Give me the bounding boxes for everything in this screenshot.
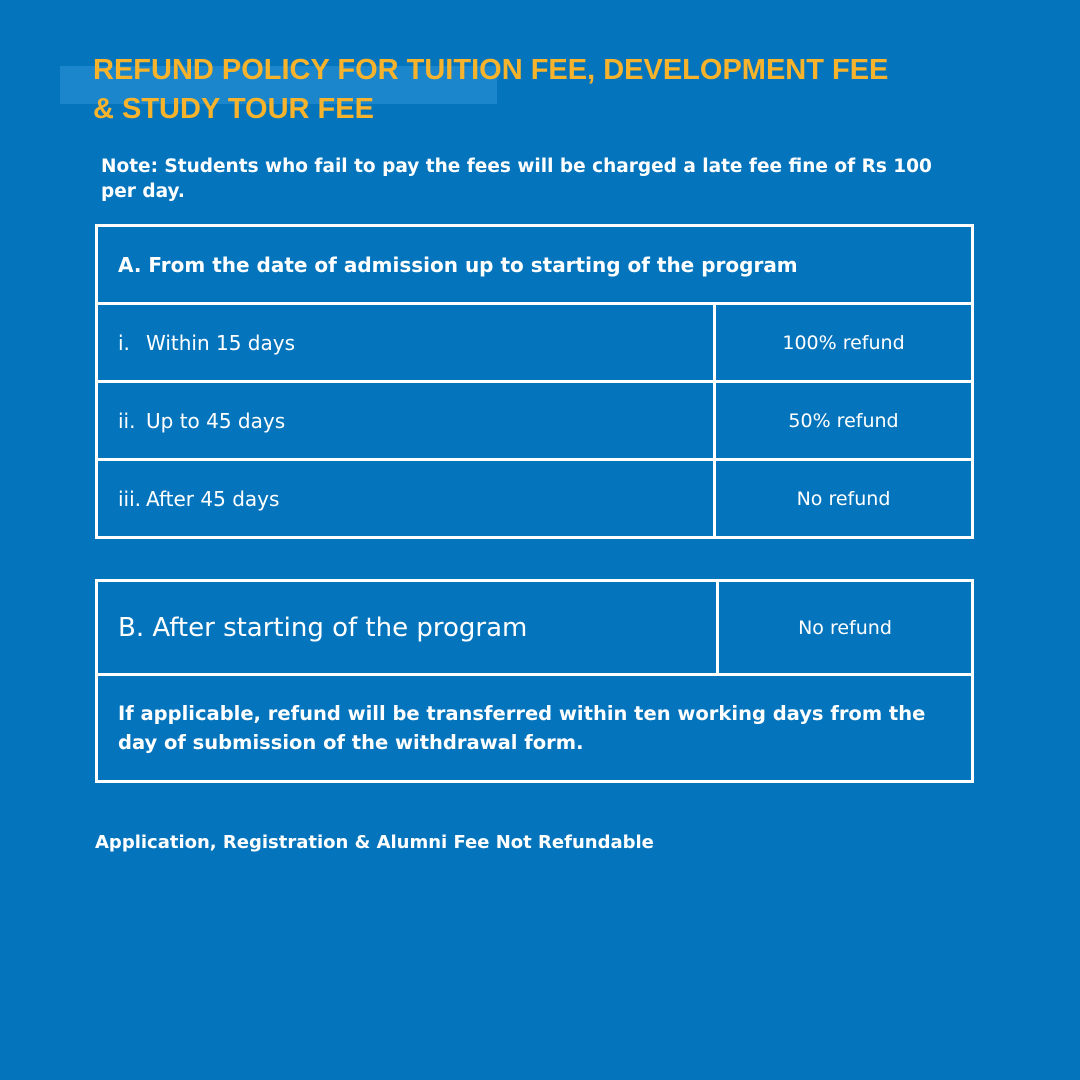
- row-number: ii.: [118, 408, 136, 433]
- section-b-note-row: [98, 673, 971, 780]
- refund-transfer-note: If applicable, refund will be transferred within ten working days from the day of submission of the withdrawal form.: [118, 702, 926, 754]
- section-a-header-row: [98, 227, 971, 302]
- row-number: i.: [118, 330, 130, 355]
- refund-cell: No refund: [716, 582, 971, 673]
- section-b-header-row: [98, 582, 971, 673]
- section-a-table: [95, 224, 974, 539]
- section-b-heading: B. After starting of the program: [118, 612, 528, 643]
- row-number: iii.: [118, 486, 142, 511]
- refund-cell: No refund: [713, 461, 971, 536]
- section-b-table: [95, 579, 974, 783]
- late-fee-note: Note: Students who fail to pay the fees will be charged a late fee fine of Rs 100 per day.: [101, 156, 932, 202]
- table-row: [98, 380, 971, 458]
- period-label: Within 15 days: [146, 330, 296, 355]
- refund-cell: 100% refund: [713, 305, 971, 380]
- page-title: [93, 51, 973, 129]
- title-line-2: & STUDY TOUR FEE: [93, 93, 374, 125]
- non-refundable-fees-note: Application, Registration & Alumni Fee Not Refundable: [95, 832, 654, 853]
- section-a-heading: A. From the date of admission up to starting of the program: [118, 252, 798, 277]
- period-label: Up to 45 days: [146, 408, 286, 433]
- period-cell: [98, 461, 713, 536]
- title-line-1: REFUND POLICY FOR TUITION FEE, DEVELOPMENT FEE: [93, 54, 889, 86]
- period-cell: [98, 383, 713, 458]
- period-label: After 45 days: [146, 486, 280, 511]
- table-row: [98, 302, 971, 380]
- table-row: [98, 458, 971, 536]
- period-cell: [98, 305, 713, 380]
- refund-cell: 50% refund: [713, 383, 971, 458]
